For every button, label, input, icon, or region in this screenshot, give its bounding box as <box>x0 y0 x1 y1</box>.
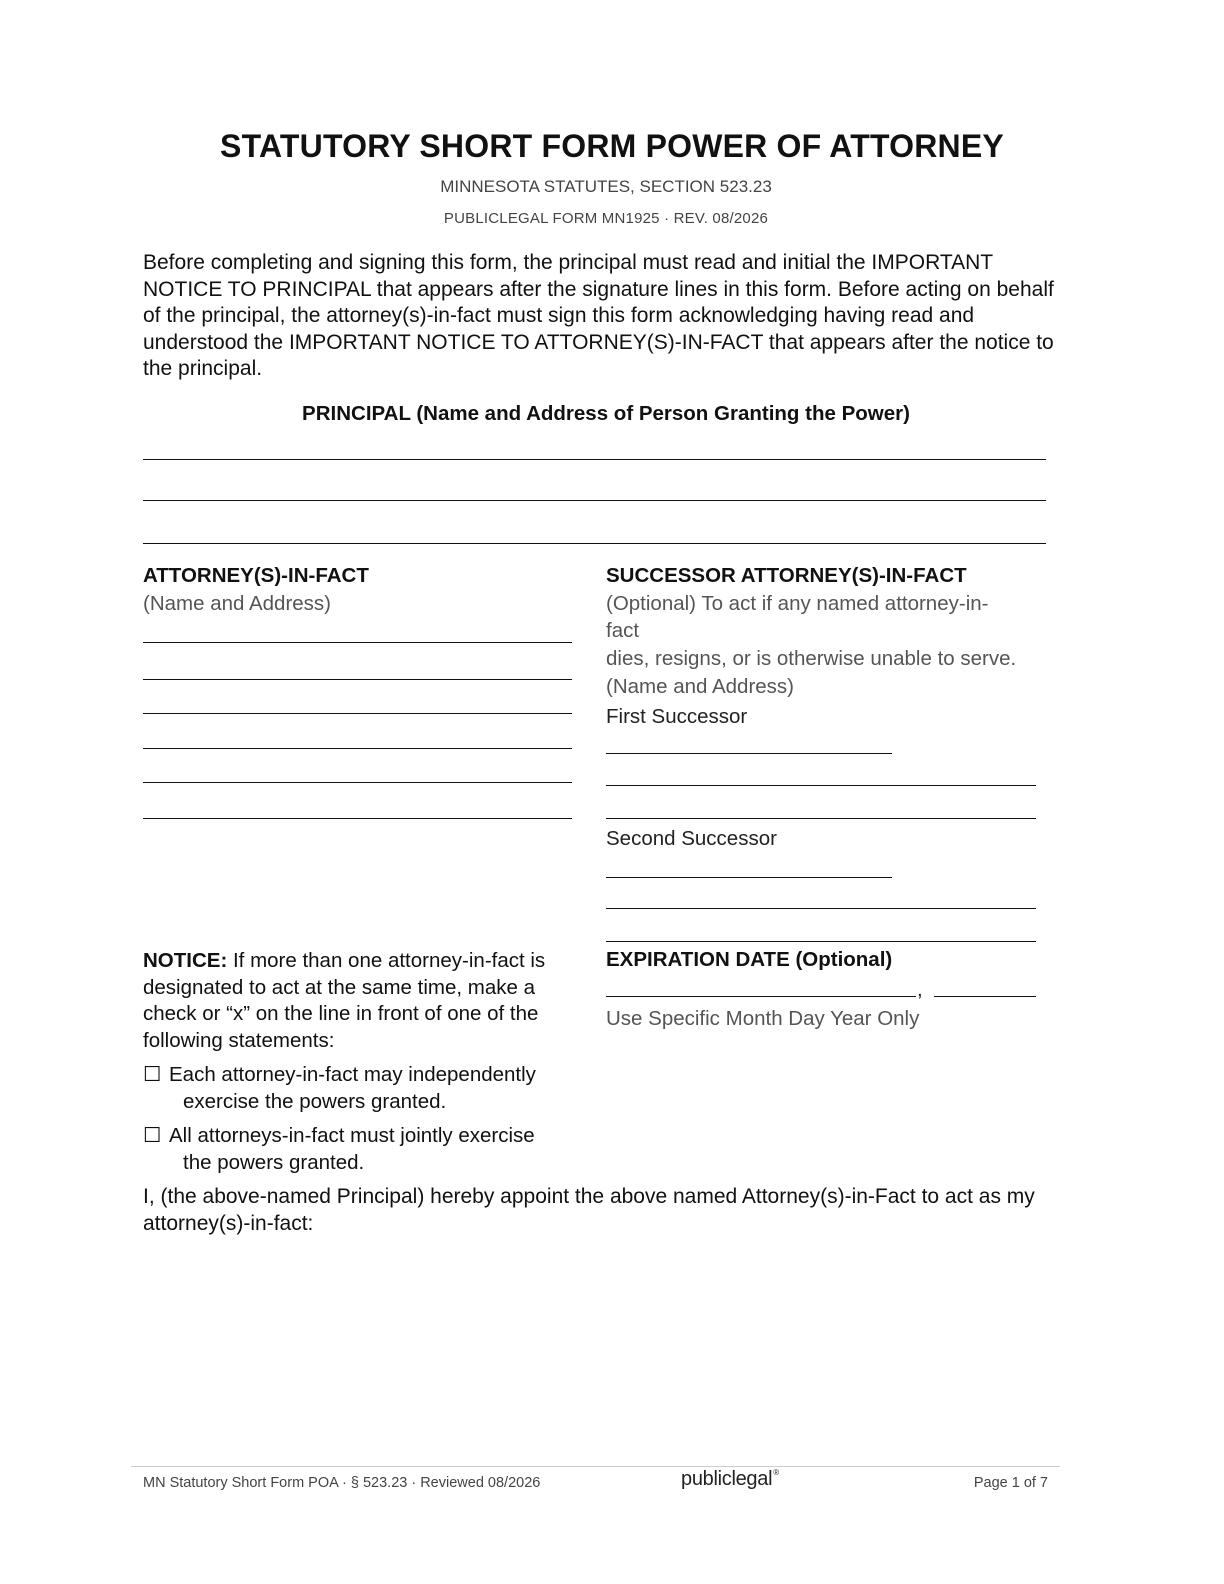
logo-text: publiclegal <box>681 1468 773 1490</box>
successor-desc-line-1: (Optional) To act if any named attorney-in- <box>606 592 989 615</box>
appointment-statement: I, (the above-named Principal) hereby appoint the above named Attorney(s)-in-Fact to act as my attorney(s)-in-fact: <box>143 1185 1035 1235</box>
attorney-line-5[interactable] <box>143 782 572 783</box>
attorney-subheading: (Name and Address) <box>143 592 332 615</box>
attorney-line-1[interactable] <box>143 642 572 643</box>
first-successor-line-3[interactable] <box>606 818 1036 819</box>
attorney-line-3[interactable] <box>143 713 572 714</box>
principal-heading: PRINCIPAL (Name and Address of Person Granting the Power) <box>302 402 910 425</box>
option-independent[interactable] <box>143 1062 583 1115</box>
option-jointly-line-1: All attorneys-in-fact must jointly exercise <box>169 1124 535 1147</box>
expiration-year-line[interactable] <box>934 996 1036 997</box>
page-number: Page 1 of 7 <box>973 1475 1048 1491</box>
attorney-line-4[interactable] <box>143 748 572 749</box>
second-successor-line-3[interactable] <box>606 941 1036 942</box>
expiration-heading: EXPIRATION DATE (Optional) <box>606 948 893 971</box>
attorney-heading: ATTORNEY(S)-IN-FACT <box>143 564 369 587</box>
statute-reference: MINNESOTA STATUTES, SECTION 523.23 <box>440 177 772 196</box>
expiration-hint: Use Specific Month Day Year Only <box>606 1007 920 1030</box>
first-successor-label: First Successor <box>606 705 748 728</box>
first-successor-line-1[interactable] <box>606 753 892 754</box>
option-independent-line-2: exercise the powers granted. <box>183 1089 447 1113</box>
option-independent-line-1: Each attorney-in-fact may independently <box>169 1063 536 1086</box>
checkbox-jointly[interactable]: ☐ <box>143 1124 162 1147</box>
page-title: STATUTORY SHORT FORM POWER OF ATTORNEY <box>220 128 1004 164</box>
footer-left-text: MN Statutory Short Form POA · § 523.23 · Reviewed 08/2026 <box>143 1475 541 1491</box>
successor-desc-line-4: (Name and Address) <box>606 675 795 698</box>
notice-label: NOTICE: <box>143 949 228 972</box>
option-jointly-line-2: the powers granted. <box>183 1150 365 1174</box>
successor-desc-line-3: dies, resigns, or is otherwise unable to serve. <box>606 647 1017 670</box>
principal-line-1[interactable] <box>143 459 1046 460</box>
second-successor-label: Second Successor <box>606 827 777 850</box>
option-jointly[interactable] <box>143 1123 583 1176</box>
first-successor-line-2[interactable] <box>606 785 1036 786</box>
attorney-line-2[interactable] <box>143 679 572 680</box>
second-successor-line-2[interactable] <box>606 908 1036 909</box>
publiclegal-logo: publiclegal® <box>681 1468 779 1490</box>
checkbox-independent[interactable]: ☐ <box>143 1063 162 1086</box>
principal-line-2[interactable] <box>143 500 1046 501</box>
attorney-line-6[interactable] <box>143 818 572 819</box>
notice-paragraph <box>143 948 583 1054</box>
principal-line-3[interactable] <box>143 543 1046 544</box>
footer-divider <box>131 1466 1060 1467</box>
form-id: PUBLICLEGAL FORM MN1925 · REV. 08/2026 <box>443 210 769 227</box>
successor-heading: SUCCESSOR ATTORNEY(S)-IN-FACT <box>606 564 967 587</box>
expiration-separator: , <box>917 978 923 1001</box>
second-successor-line-1[interactable] <box>606 877 892 878</box>
expiration-month-day-line[interactable] <box>606 996 916 997</box>
successor-desc-line-2: fact <box>606 619 640 642</box>
intro-paragraph: Before completing and signing this form, the principal must read and initial the IMPORTANT NOTICE TO PRINCIPAL that appears after the signature lines in this form. Before acting on behalf of the principal, the attorney(s)-in-fact must sign this form acknowledging having read and understood the IMPORTANT NOTICE TO ATTORNEY(S)-IN-FACT that appears after the notice to the principal. <box>143 251 1054 380</box>
notice-text: If more than one attorney-in-fact is designated to act at the same time, make a check or “x” on the line in front of one of the following statements: <box>143 949 546 1052</box>
